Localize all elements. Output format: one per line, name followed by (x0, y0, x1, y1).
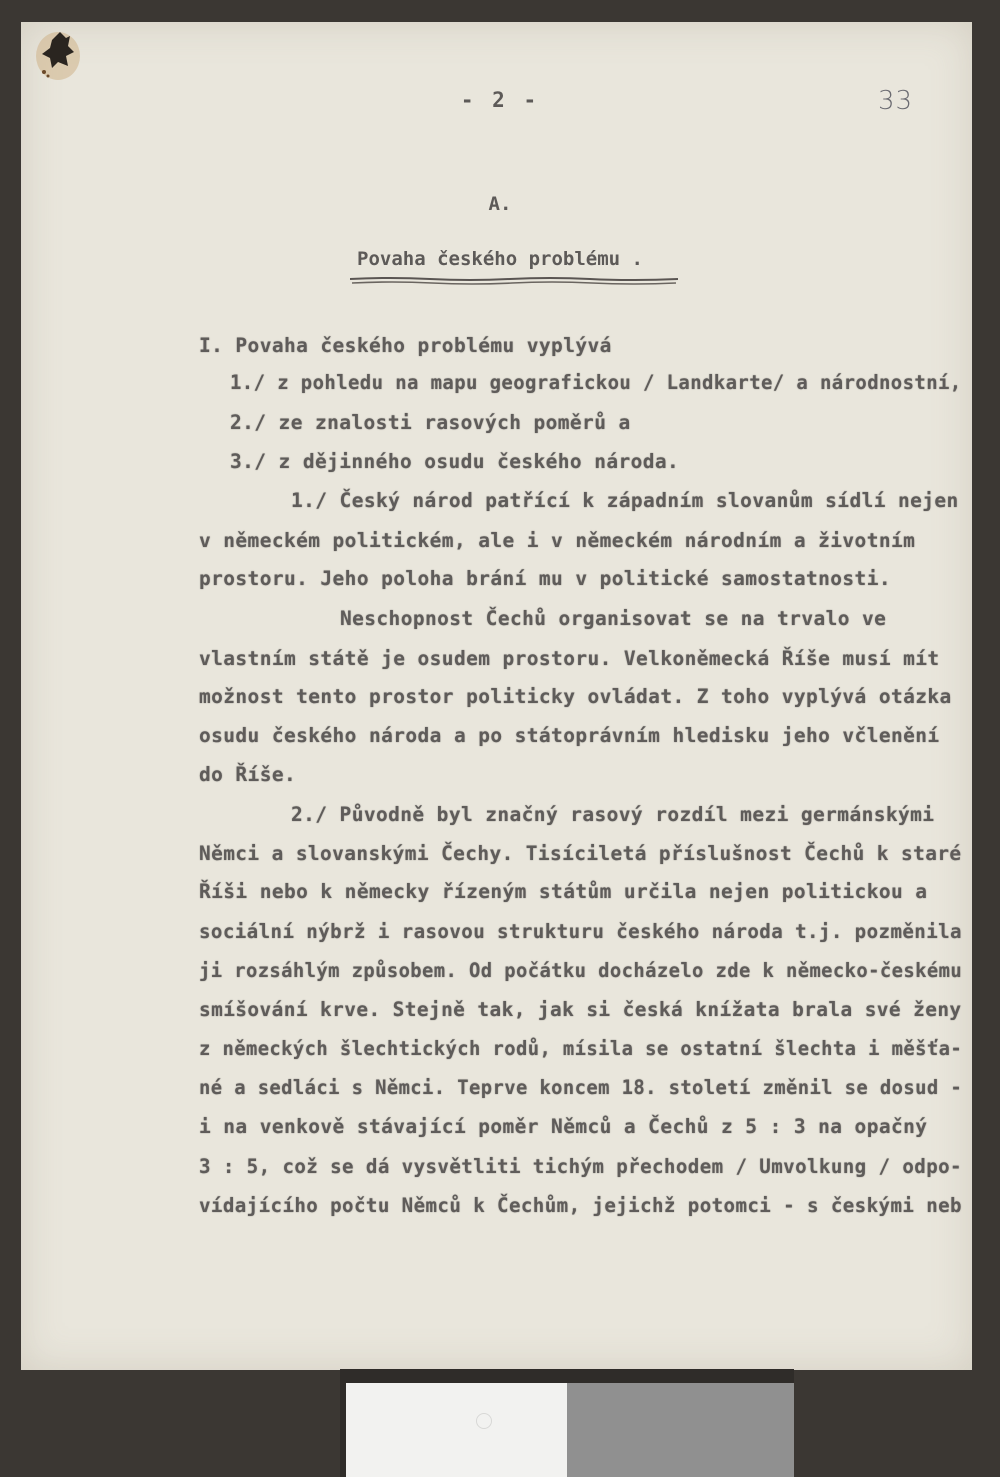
section-title: Povaha českého problému . (357, 248, 643, 270)
body-line: 2./ ze znalosti rasových poměrů a (230, 411, 631, 434)
body-line: vídajícího počtu Němců k Čechům, jejichž potomci - s českými neb (199, 1194, 962, 1217)
page-number: - 2 - (460, 88, 540, 112)
body-line: vlastním státě je osudem prostoru. Velkoněmecká Říše musí mít (199, 647, 940, 670)
body-line: né a sedláci s Němci. Teprve koncem 18. století změnil se dosud - (199, 1076, 963, 1099)
body-line: osudu českého národa a po státoprávním hledisku jeho včlenění (199, 724, 940, 747)
body-line: i na venkově stávající poměr Němců a Čechů z 5 : 3 na opačný (199, 1115, 928, 1138)
ink-stain-mark (30, 22, 92, 84)
body-line: do Říše. (199, 763, 297, 786)
body-line: Němci a slovanskými Čechy. Tisíciletá příslušnost Čechů k staré (199, 842, 962, 865)
calibration-grey-patch (567, 1383, 794, 1477)
body-line: 3./ z dějinného osudu českého národa. (230, 450, 680, 473)
body-line: 1./ Český národ patřící k západním slovanům sídlí nejen (291, 489, 959, 512)
title-underline (350, 276, 678, 286)
body-line: Neschopnost Čechů organisovat se na trvalo ve (340, 607, 887, 630)
body-line: 2./ Původně byl značný rasový rozdíl mezi germánskými (291, 803, 935, 826)
section-letter: A. (488, 193, 512, 215)
body-line: v německém politickém, ale i v německém národním a životním (199, 529, 916, 552)
body-line: prostoru. Jeho poloha brání mu v politické samostatnosti. (199, 567, 891, 590)
body-line: smíšování krve. Stejně tak, jak si česká knížata brala své ženy (199, 998, 962, 1021)
body-line: ji rozsáhlým způsobem. Od počátku docházelo zde k německo-českému (199, 959, 963, 982)
calibration-target-mark (476, 1413, 492, 1429)
folio-number: 33 (878, 86, 914, 116)
body-line: možnost tento prostor politicky ovládat. Z toho vyplývá otázka (199, 685, 952, 708)
body-line: 3 : 5, což se dá vysvětliti tichým přechodem / Umvolkung / odpo- (199, 1155, 962, 1178)
body-line: Říši nebo k německy řízeným státům určila nejen politickou a (199, 880, 928, 903)
body-line: z německých šlechtických rodů, mísila se ostatní šlechta i měšťa- (199, 1037, 963, 1060)
body-line: I. Povaha českého problému vyplývá (199, 334, 612, 357)
body-line: sociální nýbrž i rasovou strukturu českého národa t.j. pozměnila (199, 920, 962, 943)
calibration-white-patch (346, 1383, 567, 1477)
body-line: 1./ z pohledu na mapu geografickou / Landkarte/ a národnostní, (230, 371, 962, 394)
